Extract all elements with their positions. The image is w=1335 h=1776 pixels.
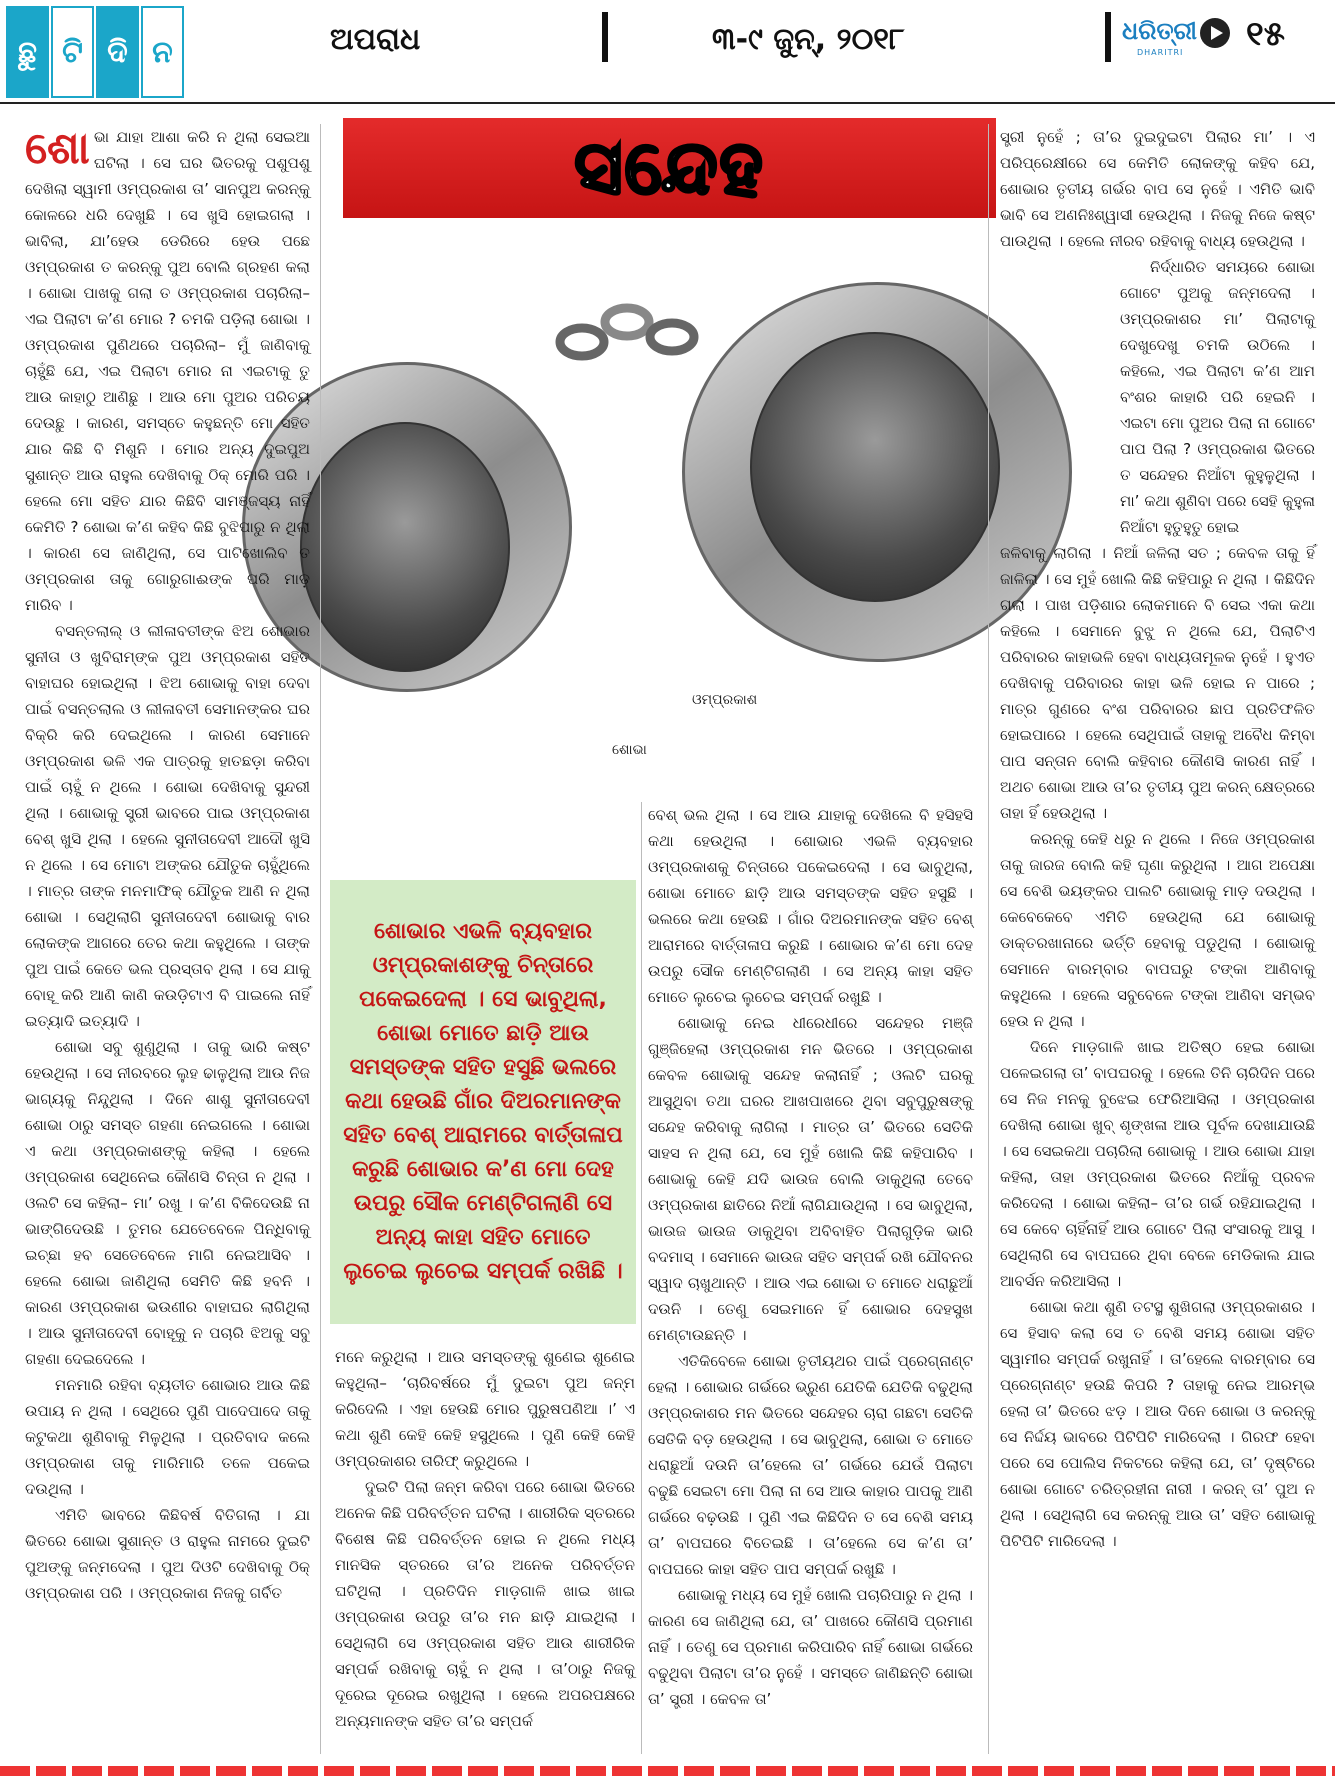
paragraph: ବେଶ୍ ଭଲ ଥିଲା । ସେ ଆଉ ଯାହାକୁ ଦେଖିଲେ ବି ହସିହସି କଥା ହେଉଥିଲା । ଶୋଭାର ଏଭଳି ବ୍ୟବହାର ଓମ୍‌ପ୍ରକାଶକୁ ଚିନ୍ତାରେ ପକେଇଦେଲା । ସେ ଭାବୁଥିଲା, ଶୋଭା ମୋତେ ଛାଡ଼ି ଆଉ ସମସ୍ତଙ୍କ ସହିତ ହସୁଛି । ଭଲରେ କଥା ହେଉଛି । ଗାଁର ଦିଅରମାନଙ୍କ ସହିତ ବେଶ୍ ଆରାମରେ ବାର୍ତ୍ତାଳାପ କରୁଛି । ଶୋଭାର କ’ଣ ମୋ ଦେହ ଉପରୁ ସୌକ ମେଣ୍ଟିଗଲାଣି । ସେ ଅନ୍ୟ କାହା ସହିତ ମୋତେ ଲୁଚେଇ ଲୁଚେଇ ସମ୍ପର୍କ ରଖୁଛି । <box>648 806 973 1006</box>
masthead-letter: ଛୁ <box>6 6 49 98</box>
shobha-photo <box>300 422 510 672</box>
article-column-4 <box>1000 124 1315 1754</box>
photo-caption-right: ଓମ୍‌ପ୍ରକାଶ <box>692 692 758 708</box>
paragraph: ଶୋଭା କଥା ଶୁଣି ତଟସ୍ଥ ଶୁଖିଗଲା ଓମ୍‌ପ୍ରକାଶର । ସେ ହିସାବ କଲା ସେ ତ ବେଶି ସମୟ ଶୋଭା ସହିତ ସ୍ୱାମୀର ସମ୍ପର୍କ ରଖୁନାହିଁ । ତା’ହେଲେ ବାରମ୍ବାର ସେ ପ୍ରେଗ୍‌ନାଣ୍ଟ ହଉଛି କିପରି ? ତାହାକୁ ନେଇ ଆରମ୍ଭ ହେଲା ତା’ ଭିତରେ ଝଡ଼ । ଆଉ ଦିନେ ଶୋଭା ଓ କରନ୍‌କୁ ସେ ନିର୍ଦ୍ଦୟ ଭାବରେ ପିଟିପିଟି ମାରିଦେଲା । ଗିରଫ ହେବା ପରେ ସେ ପୋଲିସ ନିକଟରେ କହିଲା ଯେ, ତା’ ଦୃଷ୍ଟିରେ ଶୋଭା ଗୋଟେ ଚରିତ୍ରହୀନା ନାରୀ । କରନ୍ ତା’ ପୁଅ ନ ଥିଲା । ସେଥିଲାଗି ସେ କରନ୍‌କୁ ଆଉ ତା’ ସହିତ ଶୋଭାକୁ ପିଟିପିଟି ମାରିଦେଲା । <box>1000 1298 1315 1550</box>
paragraph: ଏତିକିବେଳେ ଶୋଭା ତୃତୀୟଥର ପାଇଁ ପ୍ରେଗ୍‌ନାଣ୍ଟ ହେଲା । ଶୋଭାର ଗର୍ଭରେ ଭ୍ରୁଣ ଯେତିକି ଯେତିକି ବଢୁଥିଲା ଓମ୍‌ପ୍ରକାଶର ମନ ଭିତରେ ସନ୍ଦେହର ଚାରା ଗଛଟା ସେତିକି ସେତିକି ବଡ଼ ହେଉଥିଲା । ସେ ଭାବୁଥିଲା, ଶୋଭା ତ ମୋତେ ଧରାଛୁଆଁ ଦଉନି ତା’ହେଲେ ତା’ ଗର୍ଭରେ ଯେଉଁ ପିଲାଟା ବଢୁଛି ସେଇଟା ମୋ ପିଲା ନା ସେ ଆଉ କାହାର ପାପକୁ ଆଣି ଗର୍ଭରେ ବଢ଼ଉଛି । ପୁଣି ଏଇ କିଛିଦିନ ତ ସେ ବେଶି ସମୟ ତା’ ବାପଘରେ ବିତେଇଛି । ତା’ହେଲେ ସେ କ’ଣ ତା’ ବାପଘରେ କାହା ସହିତ ପାପ ସମ୍ପର୍କ ରଖୁଛି । <box>648 1352 973 1578</box>
chain-icon <box>552 282 702 382</box>
column-rule <box>320 124 321 1754</box>
omprakash-photo <box>750 332 1000 602</box>
paragraph: ଶୋଭା ସବୁ ଶୁଣୁଥିଲା । ତାକୁ ଭାରି କଷ୍ଟ ହେଉଥିଲା । ସେ ନୀରବରେ ଲୁହ ଢାଳୁଥିଲା ଆଉ ନିଜ ଭାଗ୍ୟକୁ ନିନ୍ଦୁଥିଲା । ଦିନେ ଶାଶୁ ସୁନୀତାଦେବୀ ଶୋଭା ଠାରୁ ସମସ୍ତ ଗହଣା ନେଇଗଲେ । ଶୋଭା ଏ କଥା ଓମ୍‌ପ୍ରକାଶଙ୍କୁ କହିଲା । ହେଲେ ଓମ୍‌ପ୍ରକାଶ ସେଥିନେଇ କୌଣସି ଚିନ୍ତା ନ ଥିଲା । ଓଲଟି ସେ କହିଲା– ମା’ ରଖୁ । କ’ଣ ବିକିଦେଉଛି ନା ଭାଙ୍ଗିଦେଉଛି । ତୁମର ଯେତେବେଳେ ପିନ୍ଧିବାକୁ ଇଚ୍ଛା ହବ ସେତେବେଳେ ମାଗି ନେଇଆସିବ । ହେଲେ ଶୋଭା ଜାଣିଥିଲା ସେମିତି କିଛି ହବନି । କାରଣ ଓମ୍‌ପ୍ରକାଶ ଭଉଣୀର ବାହାଘର ଲାଗିଥିଲା । ଆଉ ସୁନୀତାଦେବୀ ବୋହୂକୁ ନ ପଚାରି ଝିଅକୁ ସବୁ ଗହଣା ଦେଇଦେଲେ । <box>25 1038 310 1368</box>
photo-caption-left: ଶୋଭା <box>612 742 647 758</box>
issue-date: ୩-୯ ଜୁନ୍, ୨୦୧୮ <box>712 22 905 57</box>
paragraph: ମନମାରି ରହିବା ବ୍ୟତୀତ ଶୋଭାର ଆଉ କିଛି ଉପାୟ ନ ଥିଲା । ସେଥିରେ ପୁଣି ପାଦେପାଦେ ତାକୁ କଟୁକଥା ଶୁଣିବାକୁ ମିଳୁଥିଲା । ପ୍ରତିବାଦ କଲେ ଓମ୍‌ପ୍ରକାଶ ତାକୁ ମାରିମାରି ତଳେ ପକେଇ ଦଉଥିଲା । <box>25 1376 310 1498</box>
masthead-letter: ଦି <box>96 6 139 98</box>
paragraph: ଶୋଭାକୁ ନେଇ ଧୀରେଧୀରେ ସନ୍ଦେହର ମଞ୍ଜି ଗୁଞ୍ଜିହେଲା ଓମ୍‌ପ୍ରକାଶ ମନ ଭିତରେ । ଓମ୍‌ପ୍ରକାଶ କେବଳ ଶୋଭାକୁ ସନ୍ଦେହ କଲାନାହିଁ ; ଓଲଟି ଘରକୁ ଆସୁଥିବା ତଥା ଘରର ଆଖପାଖରେ ଥିବା ସବୁପୁରୁଷଙ୍କୁ ସନ୍ଦେହ କରିବାକୁ ଲାଗିଲା । ମାତ୍ର ତା’ ଭିତରେ ସେତିକି ସାହସ ନ ଥିଲା ଯେ, ସେ ମୁହଁ ଖୋଲି କିଛି କହିପାରିବ । ଶୋଭାକୁ କେହି ଯଦି ଭାଉଜ ବୋଲି ଡାକୁଥିଲା ତେବେ ଓମ୍‌ପ୍ରକାଶ ଛାତିରେ ନିଆଁ ଲାଗିଯାଉଥିଲା । ସେ ଭାବୁଥିଲା, ଭାଉଜ ଭାଉଜ ଡାକୁଥିବା ଅବିବାହିତ ପିଲାଗୁଡ଼ିକ ଭାରି ବଦମାସ୍ । ସେମାନେ ଭାଉଜ ସହିତ ସମ୍ପର୍କ ରଖି ଯୌବନର ସ୍ୱାଦ ଚାଖୁଥାନ୍ତି । ଆଉ ଏଇ ଶୋଭା ତ ମୋତେ ଧରାଛୁଆଁ ଦଉନି । ତେଣୁ ସେଇମାନେ ହିଁ ଶୋଭାର ଦେହସୁଖ ମେଣ୍ଟାଉଛନ୍ତି । <box>648 1014 973 1344</box>
masthead-letter: ନ <box>141 6 184 98</box>
article-column-1 <box>25 124 310 1754</box>
page-header <box>0 0 1335 104</box>
footer-stripe <box>0 1766 1335 1776</box>
paragraph: ଭା ଯାହା ଆଶା କରି ନ ଥିଲା ସେଇଆ ଘଟିଲା । ସେ ଘର ଭିତରକୁ ପଶୁପଶୁ ଦେଖିଲା ସ୍ୱାମୀ ଓମ୍‌ପ୍ରକାଶ ତା’ ସାନପୁଅ କରନ୍‌କୁ କୋଳରେ ଧରି ଦେଖୁଛି । ସେ ଖୁସି ହୋଇଗଲା । ଭାବିଲା, ଯା’ହେଉ ଡେରିରେ ହେଉ ପଛେ ଓମ୍‌ପ୍ରକାଶ ତ କରନ୍‌କୁ ପୁଅ ବୋଲି ଗ୍ରହଣ କଲା । ଶୋଭା ପାଖକୁ ଗଲା ତ ଓମ୍‌ପ୍ରକାଶ ପଚାରିଲା– ଏଇ ପିଲାଟା କ’ଣ ମୋର ? ଚମକି ପଡ଼ିଲା ଶୋଭା । ଓମ୍‌ପ୍ରକାଶ ପୁଣିଥରେ ପଚାରିଲା– ମୁଁ ଜାଣିବାକୁ ଚାହୁଁଛି ଯେ, ଏଇ ପିଲାଟା ମୋର ନା ଏଇଟାକୁ ତୁ ଆଉ କାହାଠୁ ଆଣିଛୁ । ଆଉ ମୋ ପୁଅର ପରିଚୟ ଦେଉଛୁ । କାରଣ, ସମସ୍ତେ କହୁଛନ୍ତି ମୋ ସହିତ ଯାର କିଛି ବି ମିଶୁନି । ମୋର ଅନ୍ୟ ଦୁଇପୁଅ ସୁଶାନ୍ତ ଆଉ ରାହୁଲ ଦେଖିବାକୁ ଠିକ୍ ମୋରି ପରି । ହେଲେ ମୋ ସହିତ ଯାର କିଛିବି ସାମଞ୍ଜସ୍ୟ ନାହିଁ କେମିତି ? ଶୋଭା କ’ଣ କହିବ କିଛି ବୁଝିପାରୁ ନ ଥିଲା । କାରଣ ସେ ଜାଣିଥିଲା, ସେ ପାଟିଖୋଲିବ ତ ଓମ୍‌ପ୍ରକାଶ ତାକୁ ଗୋରୁଗାଈଙ୍କ ପରି ମାଡ଼ ମାରିବ । <box>25 128 310 614</box>
play-icon <box>1200 18 1230 48</box>
paragraph: ଦିନେ ମାଡ଼ଗାଳି ଖାଇ ଅତିଷ୍ଠ ହେଇ ଶୋଭା ପଳେଇଗଲା ତା’ ବାପଘରକୁ । ହେଲେ ତିନି ଚାରିଦିନ ପରେ ସେ ନିଜ ମନକୁ ବୁଝେଇ ଫେରିଆସିଲା । ଓମ୍‌ପ୍ରକାଶ ଦେଖିଲା ଶୋଭା ଖୁବ୍ ଶୃଙ୍ଖଳା ଆଉ ପୂର୍ବଳ ଦେଖାଯାଉଛି । ସେ ସେଇକଥା ପଚାରିଲା ଶୋଭାକୁ । ଆଉ ଶୋଭା ଯାହା କହିଲା, ତାହା ଓମ୍‌ପ୍ରକାଶ ଭିତରେ ନିଆଁକୁ ପ୍ରବଳ କରିଦେଲା । ଶୋଭା କହିଲା– ତା’ର ଗର୍ଭ ରହିଯାଇଥିଲା । ସେ କେବେ ଚାହିଁନାହିଁ ଆଉ ଗୋଟେ ପିଲା ସଂସାରକୁ ଆସୁ । ସେଥିଲାଗି ସେ ବାପଘରେ ଥିବା ବେଳେ ମେଡିକାଲ ଯାଇ ଆବର୍ସନ କରିଆସିଲା । <box>1000 1038 1315 1290</box>
pull-quote-box <box>330 880 636 1324</box>
paragraph: କରନ୍‌କୁ କେହି ଧରୁ ନ ଥିଲେ । ନିଜେ ଓମ୍‌ପ୍ରକାଶ ତାକୁ ଜାରଜ ବୋଲି କହି ଘୃଣା କରୁଥିଲା । ଆଗ ଅପେକ୍ଷା ସେ ବେଶି ଭୟଙ୍କର ପାଲଟି ଶୋଭାକୁ ମାଡ଼ ଦଉଥିଲା । କେବେକେବେ ଏମିତି ହେଉଥିଲା ଯେ ଶୋଭାକୁ ଡାକ୍ତରଖାନାରେ ଭର୍ତ୍ତି ହେବାକୁ ପଡୁଥିଲା । ଶୋଭାକୁ ସେମାନେ ବାରମ୍ବାର ବାପଘରୁ ଟଙ୍କା ଆଣିବାକୁ କହୁଥିଲେ । ହେଲେ ସବୁବେଳେ ଟଙ୍କା ଆଣିବା ସମ୍ଭବ ହେଉ ନ ଥିଲା । <box>1000 830 1315 1030</box>
page-number: ୧୫ <box>1246 14 1285 54</box>
article-column-3 <box>648 802 973 1752</box>
header-divider <box>602 12 608 62</box>
section-label: ଅପରାଧ <box>330 22 421 57</box>
paragraph: ନିର୍ଦ୍ଧାରିତ ସମୟରେ ଶୋଭା ଗୋଟେ ପୁଅକୁ ଜନ୍ମଦେଲା । ଓମ୍‌ପ୍ରକାଶର ମା’ ପିଲାଟାକୁ ଦେଖୁଦେଖୁ ଚମକି ଉଠିଲେ । କହିଲେ, ଏଇ ପିଲାଟା କ’ଣ ଆମ ବଂଶର କାହାରି ପରି ହେଇନି । ଏଇଟା ମୋ ପୁଅର ପିଲା ନା ଗୋଟେ ପାପ ପିଲା ? ଓମ୍‌ପ୍ରକାଶ ଭିତରେ ତ ସନ୍ଦେହର ନିଆଁଟା କୁହୁଳୁଥିଲା । ମା’ କଥା ଶୁଣିବା ପରେ ସେହି କୁହୁଳା ନିଆଁଟା ହୁତୁହୁତୁ ହୋଇ <box>1120 258 1315 536</box>
pull-quote: ଶୋଭାର ଏଭଳି ବ୍ୟବହାର ଓମ୍‌ପ୍ରକାଶଙ୍କୁ ଚିନ୍ତାରେ ପକେଇଦେଲା । ସେ ଭାବୁଥିଲା, ଶୋଭା ମୋତେ ଛାଡ଼ି ଆଉ ସମସ୍ତଙ୍କ ସହିତ ହସୁଛି ଭଲରେ କଥା ହେଉଛି ଗାଁର ଦିଅରମାନଙ୍କ ସହିତ ବେଶ୍ ଆରାମରେ ବାର୍ତ୍ତାଳାପ କରୁଛି ଶୋଭାର କ’ଣ ମୋ ଦେହ ଉପରୁ ସୌକ ମେଣ୍ଟିଗଲାଣି ସେ ଅନ୍ୟ କାହା ସହିତ ମୋତେ ଲୁଚେଇ ଲୁଚେଇ ସମ୍ପର୍କ ରଖିଛି । <box>343 919 623 1284</box>
paragraph: ଏମିତି ଭାବରେ କିଛିବର୍ଷ ବିତିଗଲା । ଯା ଭିତରେ ଶୋଭା ସୁଶାନ୍ତ ଓ ରାହୁଲ ନାମରେ ଦୁଇଟି ପୁଅଙ୍କୁ ଜନ୍ମଦେଲା । ପୁଅ ଦିଓଟି ଦେଖିବାକୁ ଠିକ୍ ଓମ୍‌ପ୍ରକାଶ ପରି । ଓମ୍‌ପ୍ରକାଶ ନିଜକୁ ଗର୍ବିତ <box>25 1506 310 1602</box>
paragraph: ଜଳିବାକୁ ଲାଗିଲା । ନିଆଁ ଜଳିଲା ସତ ; କେବଳ ତାକୁ ହିଁ ଜାଳିଲା । ସେ ମୁହଁ ଖୋଲି କିଛି କହିପାରୁ ନ ଥିଲା । କିଛିଦିନ ଗଲା । ପାଖ ପଡ଼ିଶାର ଲୋକମାନେ ବି ସେଇ ଏକା କଥା କହିଲେ । ସେମାନେ ବୁଝୁ ନ ଥିଲେ ଯେ, ପିଲାଟିଏ ପରିବାରର କାହାଭଳି ହେବା ବାଧ୍ୟତାମୂଳକ ନୁହେଁ । ହୁଏତ ଦେଖିବାକୁ ପରିବାରର କାହା ଭଳି ହୋଇ ନ ପାରେ ; ମାତ୍ର ଗୁଣରେ ବଂଶ ପରିବାରର ଛାପ ପ୍ରତିଫଳିତ ହୋଇପାରେ । ହେଲେ ସେଥିପାଇଁ ତାହାକୁ ଅବୈଧ କିମ୍ବା ପାପ ସନ୍ତାନ ବୋଲି କହିବାର କୌଣସି କାରଣ ନାହିଁ । ଅଥଚ ଶୋଭା ଆଉ ତା’ର ତୃତୀୟ ପୁଅ କରନ୍ କ୍ଷେତ୍ରରେ ତାହା ହିଁ ହେଉଥିଲା । <box>1000 544 1315 822</box>
paragraph: ମନେ କରୁଥିଲା । ଆଉ ସମସ୍ତଙ୍କୁ ଶୁଣେଇ ଶୁଣେଇ କହୁଥିଲା– ‘ଚାରିବର୍ଷରେ ମୁଁ ଦୁଇଟା ପୁଅ ଜନ୍ମ କରିଦେଲି । ଏହା ହେଉଛି ମୋର ପୁରୁଷପଣିଆ ।’ ଏ କଥା ଶୁଣି କେହି କେହି ହସୁଥିଲେ । ପୁଣି କେହି କେହି ଓମ୍‌ପ୍ରକାଶର ତାରିଫ୍ କରୁଥିଲେ । <box>335 1348 635 1470</box>
headline-banner <box>343 118 996 218</box>
column-rule <box>988 124 989 1754</box>
handcuffs-illustration <box>212 222 1102 782</box>
publication-logo-sub: DHARITRI <box>1137 48 1184 57</box>
header-divider <box>1105 12 1111 62</box>
article-column-2 <box>335 1344 635 1754</box>
masthead-letter: ଟି <box>51 6 94 98</box>
paragraph: ସ୍ତ୍ରୀ ନୁହେଁ ; ତା’ର ଦୁଇଦୁଇଟା ପିଲାର ମା’ । ଏ ପରିପ୍ରେକ୍ଷୀରେ ସେ କେମିତି ଲୋକଙ୍କୁ କହିବ ଯେ, ଶୋଭାର ତୃତୀୟ ଗର୍ଭର ବାପ ସେ ନୁହେଁ । ଏମିତି ଭାବି ଭାବି ସେ ଅଣନିଃଶ୍ୱାସୀ ହେଉଥିଲା । ନିଜକୁ ନିଜେ କଷ୍ଟ ପାଉଥିଲା । ହେଲେ ନୀରବ ରହିବାକୁ ବାଧ୍ୟ ହେଉଥିଲା । <box>1000 128 1315 250</box>
drop-cap: ଶୋ <box>25 123 90 174</box>
column-rule <box>641 802 642 1754</box>
paragraph: ଶୋଭାକୁ ମଧ୍ୟ ସେ ମୁହଁ ଖୋଲି ପଚାରିପାରୁ ନ ଥିଲା । କାରଣ ସେ ଜାଣିଥିଲା ଯେ, ତା’ ପାଖରେ କୌଣସି ପ୍ରମାଣ ନାହିଁ । ତେଣୁ ସେ ପ୍ରମାଣ କରିପାରିବ ନାହିଁ ଶୋଭା ଗର୍ଭରେ ବଢୁଥିବା ପିଲାଟା ତା’ର ନୁହେଁ । ସମସ୍ତେ ଜାଣିଛନ୍ତି ଶୋଭା ତା’ ସ୍ତ୍ରୀ । କେବଳ ତା’ <box>648 1586 973 1708</box>
paragraph: ବସନ୍ତଲାଲ୍ ଓ ଲୀଳାବତୀଙ୍କ ଝିଅ ଶୋଭାର ସୁନୀତା ଓ ଖୁବିରାମ୍‌ଙ୍କ ପୁଅ ଓମ୍‌ପ୍ରକାଶ ସହିତ ବାହାଘର ହୋଇଥିଲା । ଝିଅ ଶୋଭାକୁ ବାହା ଦେବା ପାଇଁ ବସନ୍ତଲାଲ ଓ ଲୀଳାବତୀ ସେମାନଙ୍କର ଘର ବିକ୍ରି କରି ଦେଇଥିଲେ । କାରଣ ସେମାନେ ଓମ୍‌ପ୍ରକାଶ ଭଳି ଏକ ପାତ୍ରକୁ ହାତଛଡ଼ା କରିବା ପାଇଁ ଚାହୁଁ ନ ଥିଲେ । ଶୋଭା ଦେଖିବାକୁ ସୁନ୍ଦରୀ ଥିଲା । ଶୋଭାକୁ ସ୍ତ୍ରୀ ଭାବରେ ପାଇ ଓମ୍‌ପ୍ରକାଶ ବେଶ୍ ଖୁସି ଥିଲା । ହେଲେ ସୁନୀତାଦେବୀ ଆଦୌ ଖୁସି ନ ଥିଲେ । ସେ ମୋଟା ଅଙ୍କର ଯୌତୁକ ଚାହୁଁଥିଲେ । ମାତ୍ର ତାଙ୍କ ମନମାଫିକ୍ ଯୌତୁକ ଆଣି ନ ଥିଲା ଶୋଭା । ସେଥିଲାଗି ସୁନୀତାଦେବୀ ଶୋଭାକୁ ବାର ଲୋକଙ୍କ ଆଗରେ ତେର କଥା କହୁଥିଲେ । ତାଙ୍କ ପୁଅ ପାଇଁ କେତେ ଭଲ ପ୍ରସ୍ତାବ ଥିଲା । ସେ ଯାକୁ ବୋହୂ କରି ଆଣି କାଣି କଉଡ଼ିଟାଏ ବି ପାଇଲେ ନାହିଁ ଇତ୍ୟାଦି ଇତ୍ୟାଦି । <box>25 622 310 1030</box>
masthead <box>6 6 184 98</box>
publication-logo: ଧରିତ୍ରୀ <box>1122 16 1197 45</box>
paragraph: ଦୁଇଟି ପିଲା ଜନ୍ମ କରିବା ପରେ ଶୋଭା ଭିତରେ ଅନେକ କିଛି ପରିବର୍ତ୍ତନ ଘଟିଲା । ଶାରୀରିକ ସ୍ତରରେ ବିଶେଷ କିଛି ପରିବର୍ତ୍ତନ ହୋଇ ନ ଥିଲେ ମଧ୍ୟ ମାନସିକ ସ୍ତରରେ ତା’ର ଅନେକ ପରିବର୍ତ୍ତନ ଘଟିଥିଲା । ପ୍ରତିଦିନ ମାଡ଼ଗାଳି ଖାଇ ଖାଇ ଓମ୍‌ପ୍ରକାଶ ଉପରୁ ତା’ର ମନ ଛାଡ଼ି ଯାଇଥିଲା । ସେଥିଲାଗି ସେ ଓମ୍‌ପ୍ରକାଶ ସହିତ ଆଉ ଶାରୀରିକ ସମ୍ପର୍କ ରଖିବାକୁ ଚାହୁଁ ନ ଥିଲା । ତା’ଠାରୁ ନିଜକୁ ଦୂରେଇ ଦୂରେଇ ରଖୁଥିଲା । ହେଲେ ଅପରପକ୍ଷରେ ଅନ୍ୟମାନଙ୍କ ସହିତ ତା’ର ସମ୍ପର୍କ <box>335 1478 635 1730</box>
headline: ସନ୍ଦେହ <box>574 124 765 211</box>
